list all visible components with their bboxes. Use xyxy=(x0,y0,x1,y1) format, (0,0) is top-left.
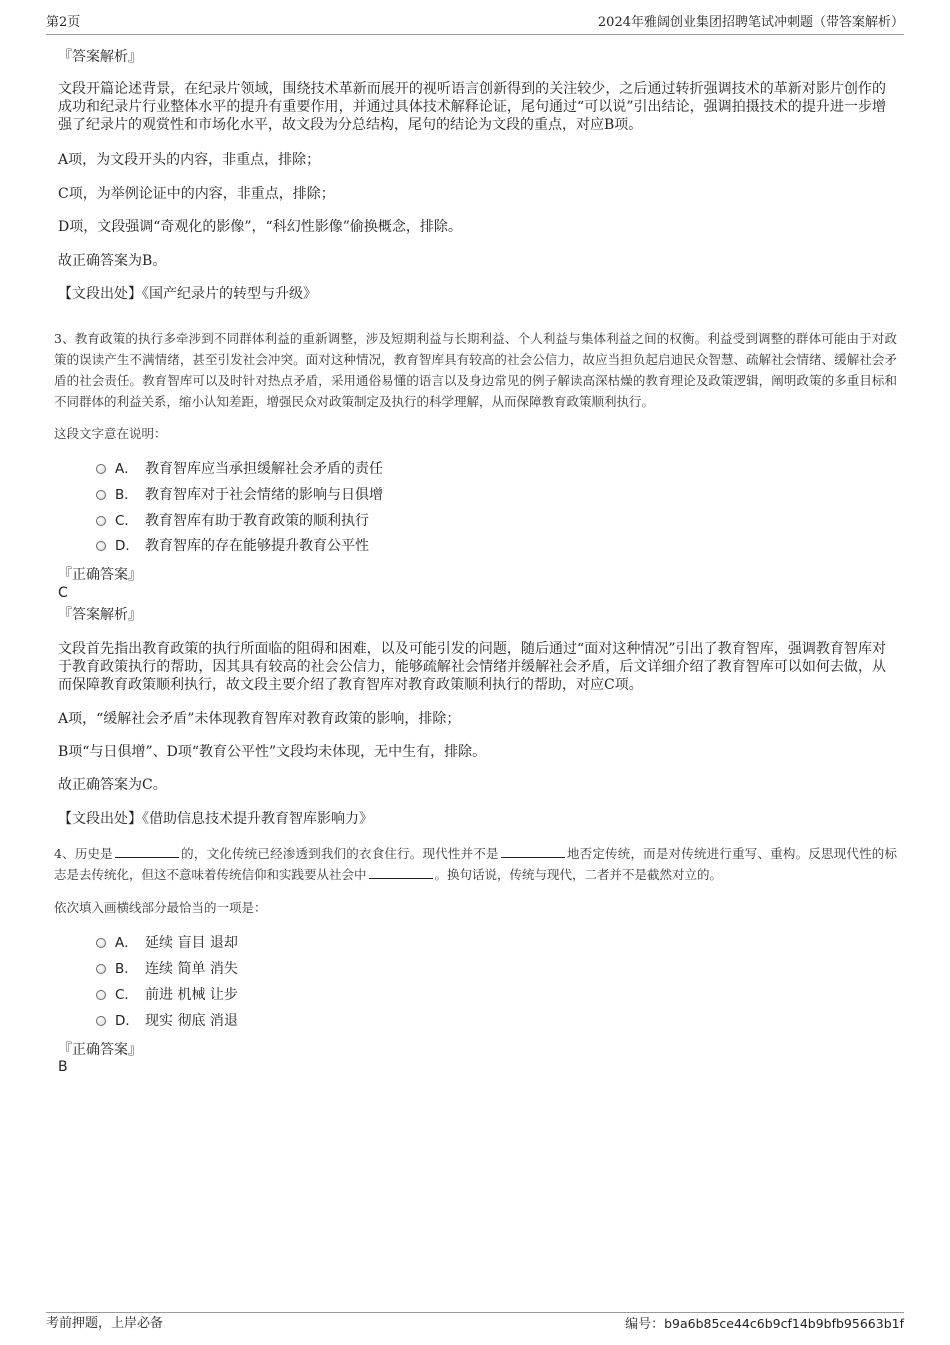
q4-question-text: 4、历史是 的，文化传统已经渗透到我们的衣食住行。现代性并不是 地否定传统，而是对传统进行重写、重构。反思现代性的标志是去传统化，但这不意味着传统信仰和实践要从社会中 。换句话说，传统与现代，二者并不是截然对立的。 xyxy=(54,846,897,882)
page-number: 第2页 xyxy=(46,15,81,30)
q4-option-a[interactable]: A． 延续 盲目 退却 xyxy=(96,934,238,952)
q3-prompt: 这段文字意在说明： xyxy=(54,426,167,441)
q3-source: 【文段出处】《借助信息技术提升教育智库影响力》 xyxy=(58,811,373,827)
q3-correct-label: 『正确答案』 xyxy=(58,567,142,583)
q3-option-d[interactable]: D． 教育智库的存在能够提升教育公平性 xyxy=(96,537,369,555)
q3-analysis-option-a: A项，“缓解社会矛盾”未体现教育智库对教育政策的影响，排除； xyxy=(58,711,461,727)
q3-question-text: 3、教育政策的执行多牵涉到不同群体利益的重新调整，涉及短期利益与长期利益、个人利益与集体利益之间的权衡。利益受到调整的群体可能由于对政策的误读产生不满情绪，甚至引发社会冲突。面对这种情况，教育智库具有较高的社会公信力，故应当担负起启迪民众智慧、疏解社会情绪、缓解社会矛盾的社会责任。教育智库可以及时针对热点矛盾，采用通俗易懂的语言以及身边常见的例子解读高深枯燥的教育理论及政策逻辑，阐明政策的多重目标和不同群体的利益关系，缩小认知差距，增强民众对政策制定及执行的科学理解，从而保障教育政策顺利执行。 xyxy=(54,331,897,409)
page-footer xyxy=(46,1312,904,1335)
radio-icon[interactable] xyxy=(96,464,106,474)
radio-icon[interactable] xyxy=(96,938,106,948)
q3-analysis-conclusion: 故正确答案为C。 xyxy=(58,777,167,793)
q2-analysis-conclusion: 故正确答案为B。 xyxy=(58,253,167,269)
radio-icon[interactable] xyxy=(96,990,106,1000)
q2-analysis-paragraph: 文段开篇论述背景，在纪录片领域，围绕技术革新而展开的视听语言创新得到的关注较少，之后通过转折强调技术的革新对影片创作的成功和纪录片行业整体水平的提升有重要作用，并通过具体技术解释论证，尾句通过“可以说”引出结论，强调拍摄技术的提升进一步增强了纪录片的观赏性和市场化水平，故文段为分总结构，尾句的结论为文段的重点，对应B项。 xyxy=(58,81,886,133)
radio-icon[interactable] xyxy=(96,1016,106,1026)
q3-option-a[interactable]: A． 教育智库应当承担缓解社会矛盾的责任 xyxy=(96,460,383,478)
q4-correct-answer: B xyxy=(58,1059,68,1075)
q3-analysis-option-bd: B项“与日俱增”、D项“教育公平性”文段均未体现，无中生有，排除。 xyxy=(58,744,487,760)
radio-icon[interactable] xyxy=(96,964,106,974)
q4-option-c[interactable]: C． 前进 机械 让步 xyxy=(96,986,238,1004)
q2-analysis-option-c: C项，为举例论证中的内容，非重点，排除； xyxy=(58,186,335,202)
document-title: 2024年雅阔创业集团招聘笔试冲刺题（带答案解析） xyxy=(597,15,904,30)
q2-analysis-option-d: D项，文段强调“奇观化的影像”，“科幻性影像”偷换概念，排除。 xyxy=(58,219,462,235)
q2-source: 【文段出处】《国产纪录片的转型与升级》 xyxy=(58,286,317,302)
footer-slogan: 考前押题，上岸必备 xyxy=(46,1316,164,1331)
q3-option-c[interactable]: C． 教育智库有助于教育政策的顺利执行 xyxy=(96,512,369,530)
q3-option-b[interactable]: B． 教育智库对于社会情绪的影响与日俱增 xyxy=(96,486,383,504)
q3-analysis-label: 『答案解析』 xyxy=(58,607,142,623)
blank-3 xyxy=(369,866,433,879)
blank-1 xyxy=(115,845,179,858)
radio-icon[interactable] xyxy=(96,490,106,500)
q4-prompt: 依次填入画横线部分最恰当的一项是： xyxy=(54,900,267,915)
q2-analysis-label: 『答案解析』 xyxy=(58,49,142,65)
radio-icon[interactable] xyxy=(96,541,106,551)
document-code: 编号：b9a6b85ce44c6b9cf14b9bfb95663b1f xyxy=(625,1316,904,1332)
q2-analysis-option-a: A项，为文段开头的内容，非重点，排除； xyxy=(58,152,321,168)
q4-option-b[interactable]: B． 连续 简单 消失 xyxy=(96,960,238,978)
blank-2 xyxy=(501,845,565,858)
page-header xyxy=(46,14,904,35)
q3-analysis-paragraph: 文段首先指出教育政策的执行所面临的阻碍和困难，以及可能引发的问题，随后通过“面对这种情况”引出了教育智库，强调教育智库对于教育政策执行的帮助，因其具有较高的社会公信力，能够疏解社会情绪并缓解社会矛盾，后文详细介绍了教育智库可以如何去做，从而保障教育政策顺利执行，故文段主要介绍了教育智库对教育政策顺利执行的帮助，对应C项。 xyxy=(58,641,886,693)
q4-correct-label: 『正确答案』 xyxy=(58,1042,142,1058)
q3-correct-answer: C xyxy=(58,585,68,601)
q4-option-d[interactable]: D． 现实 彻底 消退 xyxy=(96,1012,238,1030)
radio-icon[interactable] xyxy=(96,516,106,526)
